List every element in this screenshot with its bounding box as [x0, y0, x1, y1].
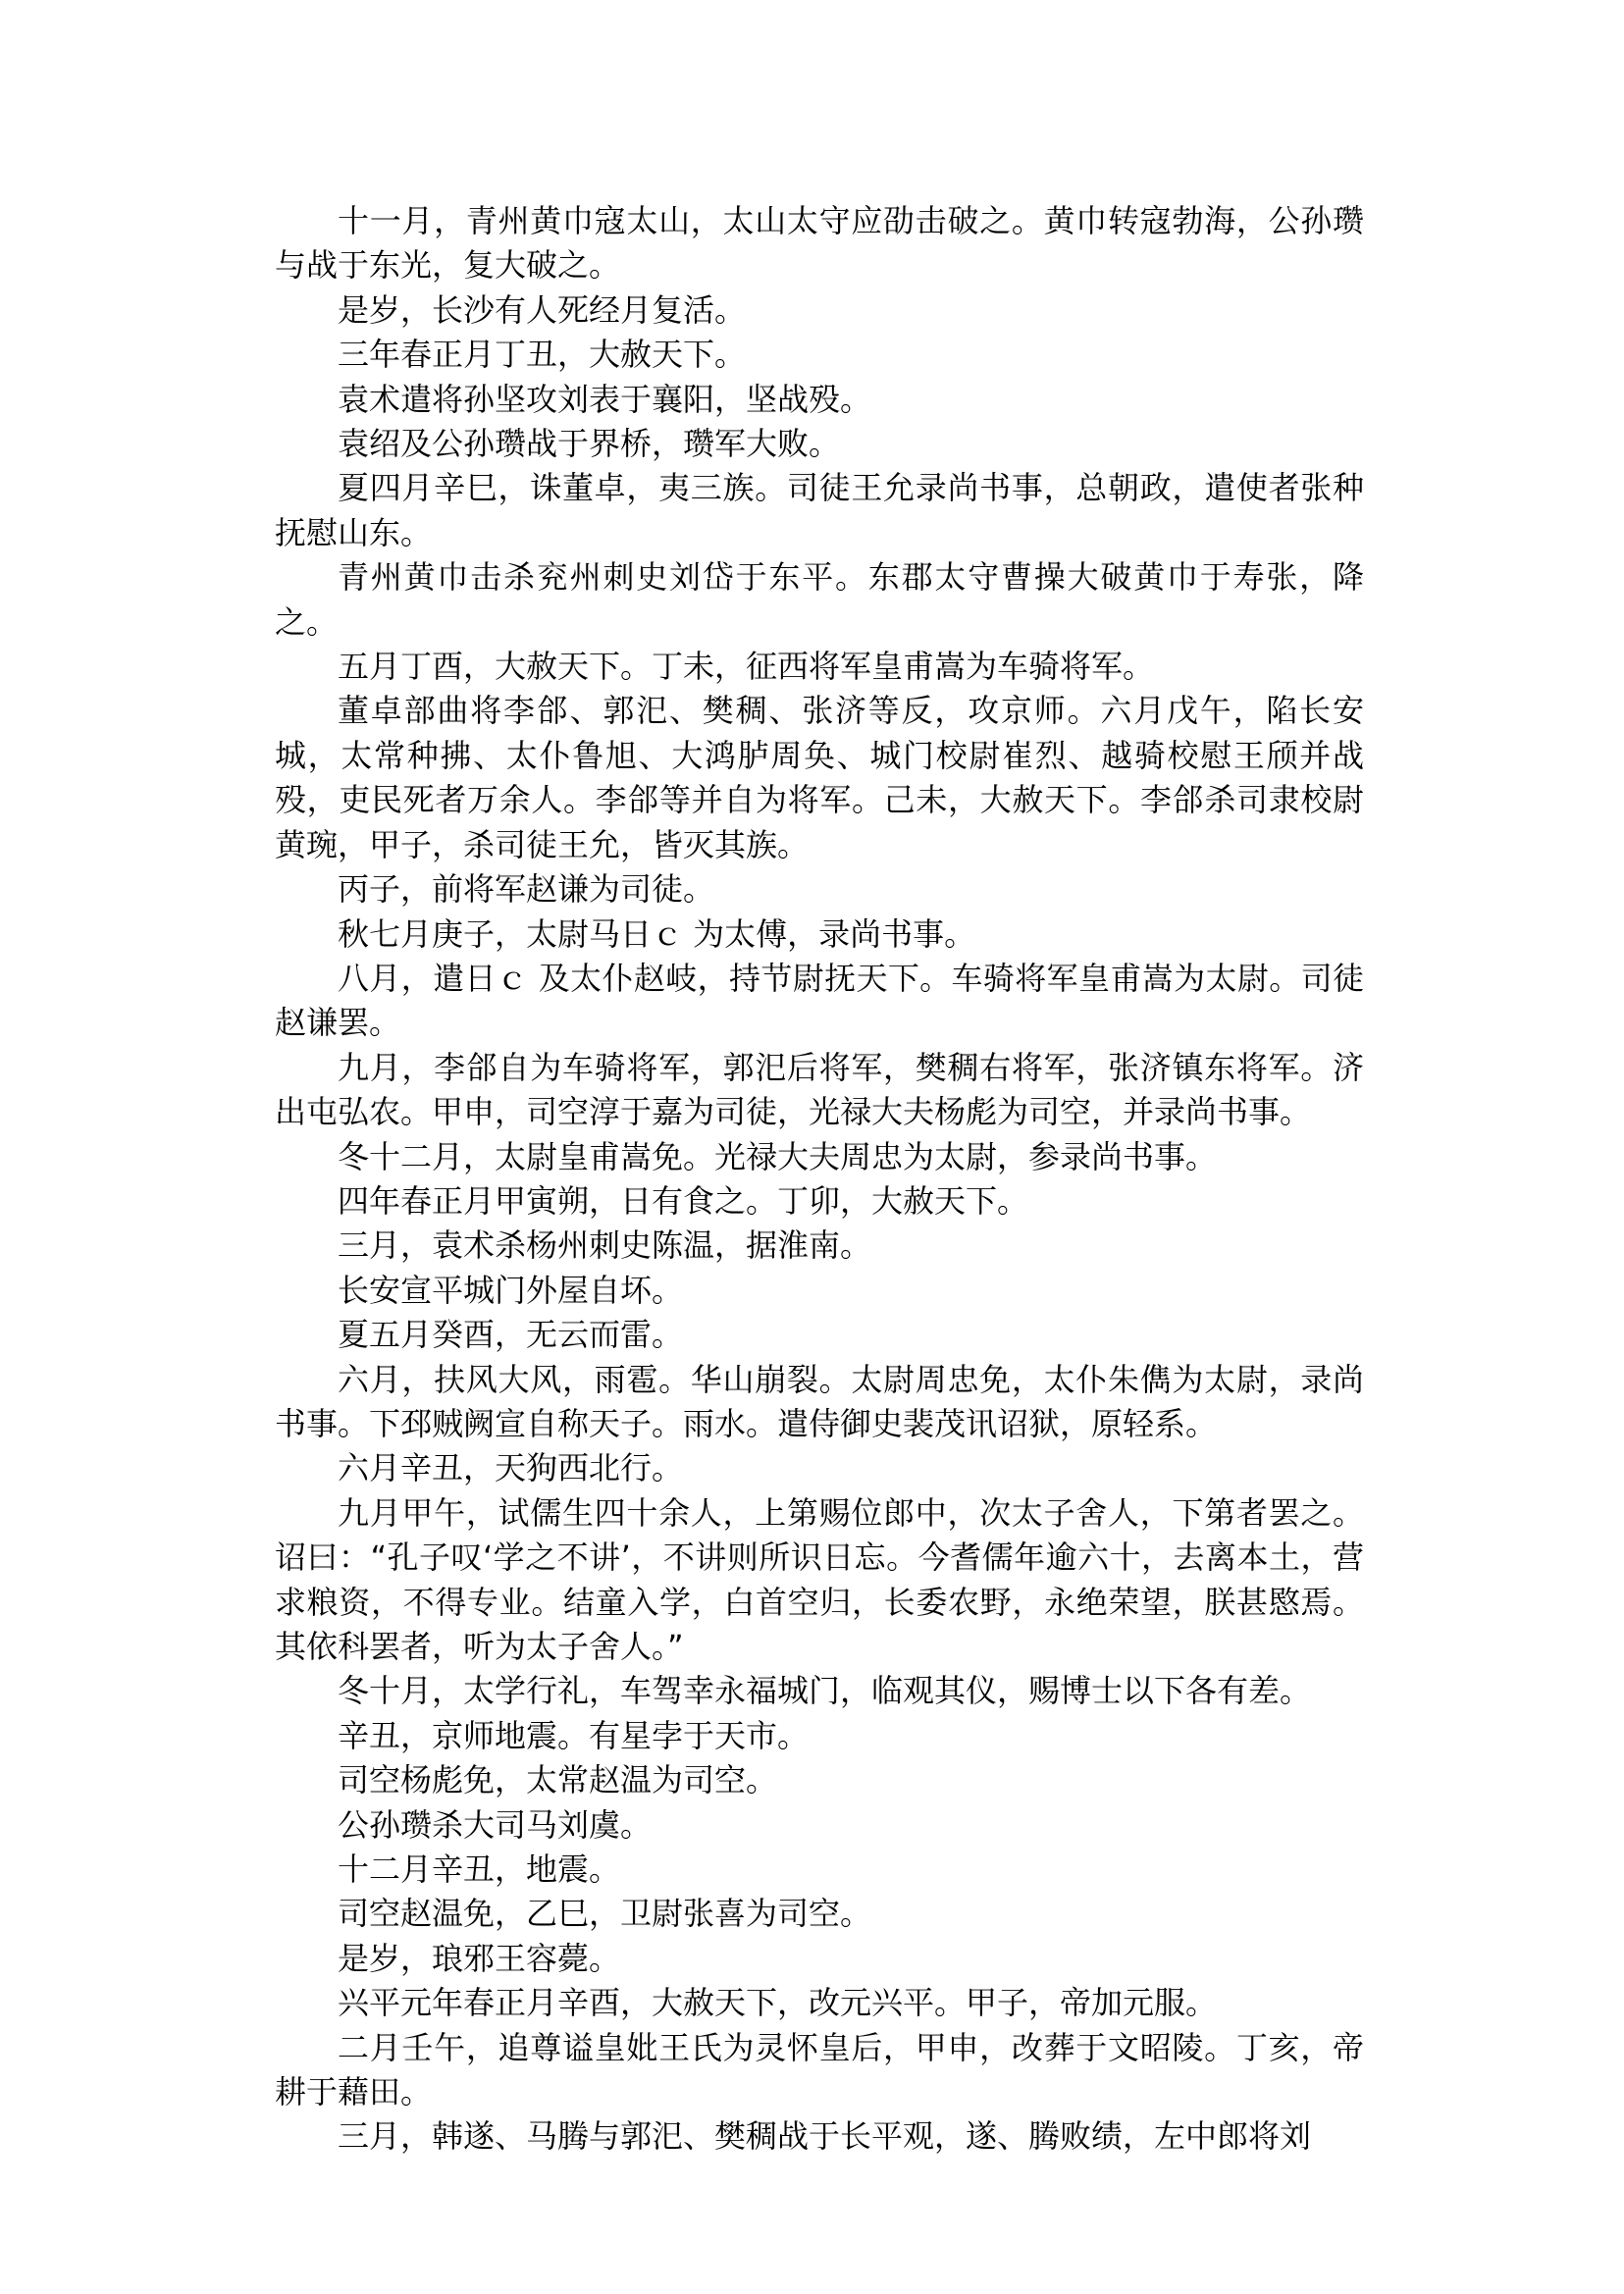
paragraph: 夏四月辛巳，诛董卓，夷三族。司徒王允录尚书事，总朝政，遣使者张种抚慰山东。 — [275, 469, 1364, 551]
paragraph: 董卓部曲将李郃、郭汜、樊稠、张济等反，攻京师。六月戊午，陷长安城，太常种拂、太仆鲁旭、大鸿胪周奂、城门校尉崔烈、越骑校慰王颀并战殁，吏民死者万余人。李郃等并自为将军。己未，大赦天下。李郃杀司隶校尉黄琬，甲子，杀司徒王允，皆灭其族。 — [275, 692, 1364, 863]
paragraph: 五月丁酉，大赦天下。丁未，征西将军皇甫嵩为车骑将军。 — [338, 648, 1155, 686]
paragraph: 丙子，前将军赵谦为司徒。 — [338, 870, 715, 909]
paragraph: 冬十月，太学行礼，车驾幸永福城门，临观其仪，赐博士以下各有差。 — [338, 1672, 1312, 1710]
paragraph: 八月，遣日ｃ 及太仆赵岐，持节尉抚天下。车骑将军皇甫嵩为太尉。司徒赵谦罢。 — [275, 959, 1364, 1042]
paragraph: 夏五月癸酉，无云而雷。 — [338, 1316, 684, 1354]
paragraph: 司空赵温免，乙巳，卫尉张喜为司空。 — [338, 1895, 872, 1933]
paragraph: 辛丑，京师地震。有星孛于天市。 — [338, 1716, 810, 1754]
paragraph: 四年春正月甲寅朔，日有食之。丁卯，大赦天下。 — [338, 1181, 1029, 1220]
paragraph: 是岁，长沙有人死经月复活。 — [338, 290, 747, 329]
text-body — [275, 199, 1364, 2160]
paragraph: 十一月，青州黄巾寇太山，太山太守应劭击破之。黄巾转寇勃海，公孙瓒与战于东光，复大破之。 — [275, 202, 1364, 285]
paragraph: 公孙瓒杀大司马刘虞。 — [338, 1805, 653, 1844]
paragraph: 是岁，琅邪王容薨。 — [338, 1939, 621, 1977]
paragraph: 六月辛丑，天狗西北行。 — [338, 1449, 684, 1487]
paragraph: 九月甲午，试儒生四十余人，上第赐位郎中，次太子舍人，下第者罢之。诏曰：“孔子叹‘学之不讲’，不讲则所识日忘。今耆儒年逾六十，去离本土，营求粮资，不得专业。结童入学，白首空归，长委农野，永绝荣望，朕甚愍焉。其依科罢者，听为太子舍人。” — [275, 1493, 1364, 1665]
paragraph: 袁绍及公孙瓒战于界桥，瓒军大败。 — [338, 425, 841, 463]
paragraph: 司空杨彪免，太常赵温为司空。 — [338, 1761, 778, 1799]
paragraph: 六月，扶风大风，雨雹。华山崩裂。太尉周忠免，太仆朱儁为太尉，录尚书事。下邳贼阙宣自称天子。雨水。遣侍御史裴茂讯诏狱，原轻系。 — [275, 1360, 1364, 1442]
paragraph: 九月，李郃自为车骑将军，郭汜后将军，樊稠右将军，张济镇东将军。济出屯弘农。甲申，司空淳于嘉为司徒，光禄大夫杨彪为司空，并录尚书事。 — [275, 1048, 1364, 1131]
paragraph: 兴平元年春正月辛酉，大赦天下，改元兴平。甲子，帝加元服。 — [338, 1984, 1218, 2022]
paragraph: 秋七月庚子，太尉马日ｃ 为太傅，录尚书事。 — [338, 914, 976, 953]
paragraph: 青州黄巾击杀兖州刺史刘岱于东平。东郡太守曹操大破黄巾于寿张，降之。 — [275, 558, 1364, 641]
paragraph: 袁术遣将孙坚攻刘表于襄阳，坚战殁。 — [338, 380, 872, 418]
paragraph: 二月壬午，追尊谥皇妣王氏为灵怀皇后，甲申，改葬于文昭陵。丁亥，帝耕于藉田。 — [275, 2028, 1364, 2112]
paragraph: 三月，韩遂、马腾与郭汜、樊稠战于长平观，遂、腾败绩，左中郎将刘 — [338, 2117, 1312, 2156]
paragraph: 长安宣平城门外屋自坏。 — [338, 1271, 684, 1309]
paragraph: 冬十二月，太尉皇甫嵩免。光禄大夫周忠为太尉，参录尚书事。 — [338, 1137, 1218, 1175]
paragraph: 三年春正月丁丑，大赦天下。 — [338, 336, 747, 374]
paragraph: 十二月辛丑，地震。 — [338, 1851, 621, 1889]
paragraph: 三月，袁术杀杨州刺史陈温，据淮南。 — [338, 1226, 872, 1265]
